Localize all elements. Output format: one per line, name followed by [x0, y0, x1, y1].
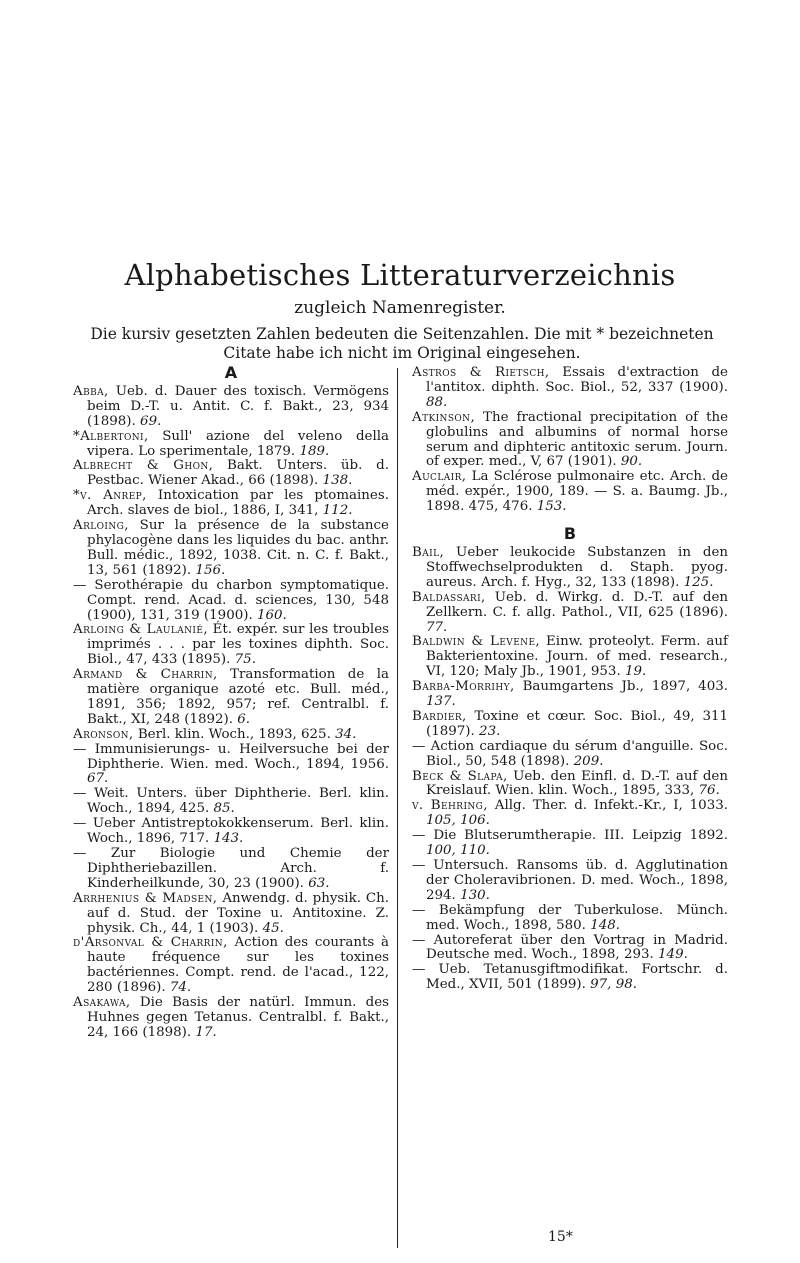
entry-text: Berl. klin. Woch., 1893, 625. — [133, 726, 336, 742]
bibliography-entry — [73, 623, 389, 668]
entry-text: Allg. Ther. d. Infekt.-Kr., I, 1033. — [487, 798, 728, 814]
entry-author: Astros & Rietsch, — [412, 365, 550, 380]
entry-text: Essais d'extraction de l'antitox. diphth. Soc. Biol., 52, 337 (1900). — [426, 365, 728, 395]
bibliography-entry — [412, 710, 728, 740]
entry-author: Bail, — [412, 544, 445, 560]
right-entries-a — [412, 366, 728, 515]
right-entries-b — [412, 546, 728, 993]
entry-page-ref: 149. — [658, 947, 688, 963]
entry-page-ref: 137. — [426, 694, 456, 710]
entry-page-ref: 105, 106. — [426, 813, 490, 829]
entry-text: La Sclérose pulmonaire etc. Arch. de méd. expér., 1900, 189. — S. a. Baumg. Jb., 1898. 475, 476. — [426, 469, 728, 515]
entry-page-ref: 130. — [460, 887, 490, 903]
entry-page-ref: 88. — [426, 394, 448, 410]
entry-page-ref: 75. — [234, 652, 256, 668]
entry-page-ref: 63. — [308, 875, 330, 891]
entry-page-ref: 160. — [256, 607, 287, 623]
entry-page-ref: 112. — [322, 503, 353, 519]
entry-author: Atkinson, — [412, 409, 476, 425]
entry-text: Intoxication par les ptomaines. Arch. slaves de biol., 1886, I, 341, — [87, 488, 389, 519]
entry-text: Ueber leukocide Substanzen in den Stoffwechselprodukten d. Staph. pyog. aureus. Arch. f. Hyg., 32, 133 (1898). — [426, 544, 728, 590]
entry-text: — Action cardiaque du sérum d'anguille. Soc. Biol., 50, 548 (1898). — [412, 738, 728, 769]
entry-author: Barba-Morrihy, — [412, 679, 515, 695]
entry-author: Auclair, — [412, 469, 467, 485]
entry-page-ref: 148. — [590, 917, 621, 933]
bibliography-entry — [73, 996, 389, 1041]
entry-page-ref: 189. — [299, 443, 330, 459]
bibliography-entry — [412, 799, 728, 829]
bibliography-entry — [412, 740, 728, 770]
entry-page-ref: 125. — [683, 574, 714, 590]
bibliography-entry — [412, 829, 728, 859]
entry-author: Arloing & Laulanié, — [73, 622, 208, 638]
entry-text: Einw. proteolyt. Ferm. auf Bakterientoxine. Journ. of med. research., VI, 120; Maly Jb., 1901, 953. — [426, 634, 728, 680]
bibliography-entry — [412, 635, 728, 680]
entry-author: Bardier, — [412, 708, 467, 724]
entry-text: Action des courants à haute fréquence sur les toxines bactériennes. Compt. rend. de l'acad., 122, 280 (1896). — [87, 935, 389, 996]
entry-text: Transformation de la matière organique azoté etc. Bull. méd., 1891, 356; 1892, 957; ref. Centralbl. f. Bakt., XI, 248 (1892). — [87, 667, 389, 727]
bibliography-entry — [73, 459, 389, 489]
section-letter-b: B — [563, 524, 577, 544]
bibliography-entry — [412, 680, 728, 710]
entry-text: — Autoreferat über den Vortrag in Madrid. Deutsche med. Woch., 1898, 293. — [412, 932, 728, 963]
entry-page-ref: 85. — [213, 801, 235, 817]
entry-text: Ueb. d. Dauer des toxisch. Vermögens beim D.-T. u. Antit. C. f. Bakt., 23, 934 (1898). — [87, 383, 389, 429]
entry-page-ref: 23. — [479, 723, 501, 739]
entry-text: — Zur Biologie und Chemie der Diphtheriebazillen. Arch. f. Kinderheilkunde, 30, 23 (1900). — [73, 846, 389, 891]
bibliography-entry — [412, 770, 728, 800]
bibliography-entry — [73, 787, 389, 817]
bibliography-entry — [73, 385, 389, 430]
page-title: Alphabetisches Litteraturverzeichnis — [124, 258, 676, 292]
bibliography-entry — [73, 892, 389, 937]
entry-text: — Serothérapie du charbon symptomatique. Compt. rend. Acad. d. sciences, 130, 548 (1900), 131, 319 (1900). — [73, 577, 389, 623]
entry-author: v. Behring, — [412, 798, 488, 814]
note-line-2: Citate habe ich nicht im Original eingesehen. — [223, 344, 581, 362]
entry-page-ref: 67. — [87, 771, 109, 787]
entry-page-ref: 77. — [426, 619, 448, 635]
entry-text: Sur la présence de la substance phylacogène dans les liquides du bac. anthr. Bull. médic., 1892, 1038. Cit. n. C. f. Bakt., 13, 561 (1892). — [87, 518, 389, 578]
entry-page-ref: 138. — [322, 473, 353, 489]
bibliography-entry — [73, 728, 389, 743]
entry-page-ref: 6. — [237, 711, 251, 727]
bibliography-entry — [73, 743, 389, 788]
entry-text: Bakt. Unters. üb. d. Pestbac. Wiener Akad., 66 (1898). — [87, 458, 389, 489]
right-column — [412, 366, 728, 993]
entry-page-ref: 153. — [536, 499, 567, 515]
entry-author: Armand & Charrin, — [73, 667, 218, 683]
entry-page-ref: 90. — [620, 454, 643, 470]
bibliography-entry — [73, 430, 389, 460]
entry-page-ref: 100, 110. — [426, 843, 490, 859]
entry-text: Baumgartens Jb., 1897, 403. — [514, 679, 728, 695]
bibliography-entry — [412, 470, 728, 515]
entry-page-ref: 17. — [195, 1024, 217, 1040]
entry-page-ref: 74. — [169, 980, 192, 996]
bibliography-entry — [412, 366, 728, 411]
entry-author: Arrhenius & Madsen, — [73, 890, 218, 906]
entry-author: Baldassari, — [412, 589, 486, 605]
bibliography-entry — [412, 934, 728, 964]
left-column — [73, 363, 389, 1041]
entry-text: Ueb. den Einfl. d. D.-T. auf den Kreislauf. Wien. klin. Woch., 1895, 333, — [426, 768, 728, 799]
entry-page-ref: 97, 98. — [590, 977, 637, 993]
bibliography-entry — [412, 859, 728, 904]
entry-text: Ét. expér. sur les troubles imprimés . . . par les toxines diphth. Soc. Biol., 47, 433 (1895). — [87, 622, 389, 668]
bibliography-entry — [412, 591, 728, 636]
entry-author: Baldwin & Levene, — [412, 634, 541, 650]
entry-text: Sull' azione del veleno della vipera. Lo sperimentale, 1879. — [87, 428, 389, 459]
entry-author: *v. Anrep, — [73, 488, 147, 504]
bibliography-entry — [73, 817, 389, 847]
bibliography-entry — [412, 963, 728, 993]
section-letter-a: A — [224, 363, 238, 382]
bibliography-entry — [73, 668, 389, 728]
entry-text: — Ueber Antistreptokokkenserum. Berl. klin. Woch., 1896, 717. — [73, 816, 389, 847]
entry-text: — Die Blutserumtherapie. III. Leipzig 1892. — [412, 828, 728, 844]
entry-text: Anwendg. d. physik. Ch. auf d. Stud. der Toxine u. Antitoxine. Z. physik. Ch., 44, 1 (1903). — [87, 890, 389, 936]
signature-mark: 15* — [548, 1229, 573, 1245]
note-line-1: Die kursiv gesetzten Zahlen bedeuten die Seitenzahlen. Die mit * bezeichneten — [90, 325, 714, 343]
entry-text: — Weit. Unters. über Diphtherie. Berl. klin. Woch., 1894, 425. — [73, 786, 389, 817]
entry-author: Abba, — [73, 383, 109, 399]
page-subtitle: zugleich Namenregister. — [294, 298, 506, 318]
entry-page-ref: 209. — [573, 753, 604, 769]
bibliography-entry — [73, 489, 389, 519]
entry-author: Asakawa, — [73, 995, 131, 1011]
entry-author: *Albertoni, — [73, 428, 149, 444]
entry-text: — Immunisierungs- u. Heilversuche bei der Diphtherie. Wien. med. Woch., 1894, 1956. — [73, 741, 389, 772]
explanatory-note — [72, 325, 732, 363]
entry-author: d'Arsonval & Charrin, — [73, 935, 228, 951]
entry-author: Albrecht & Ghon, — [73, 458, 214, 474]
entry-page-ref: 45. — [262, 920, 284, 936]
entry-text: The fractional precipitation of the globulins and albumins of normal horse serum and diphteric antitoxic serum. Journ. of exper. med., V, 67 (1901). — [426, 409, 728, 470]
entry-page-ref: 34. — [335, 726, 357, 742]
entry-text: Ueb. d. Wirkg. d. D.-T. auf den Zellkern. C. f. allg. Pathol., VII, 625 (1896). — [426, 589, 728, 620]
left-entries — [73, 385, 389, 1041]
bibliography-entry — [73, 936, 389, 996]
entry-text: — Untersuch. Ransoms üb. d. Agglutination der Choleravibrionen. D. med. Woch., 1898, 294. — [412, 858, 728, 903]
entry-page-ref: 19. — [624, 664, 647, 680]
entry-text: — Ueb. Tetanusgiftmodifikat. Fortschr. d. Med., XVII, 501 (1899). — [412, 962, 728, 993]
bibliography-entry — [412, 904, 728, 934]
entry-page-ref: 76. — [698, 783, 720, 799]
entry-author: Aronson, — [73, 726, 134, 742]
entry-page-ref: 156. — [195, 562, 226, 578]
bibliography-entry — [73, 519, 389, 579]
entry-text: Die Basis der natürl. Immun. des Huhnes gegen Tetanus. Centralbl. f. Bakt., 24, 166 (1898). — [87, 995, 389, 1040]
column-divider — [397, 368, 398, 1248]
bibliography-entry — [412, 411, 728, 471]
bibliography-entry — [73, 847, 389, 892]
bibliography-entry — [73, 579, 389, 624]
entry-text: Toxine et cœur. Soc. Biol., 49, 311 (1897). — [426, 708, 728, 739]
bibliography-entry — [412, 546, 728, 591]
entry-page-ref: 143. — [213, 831, 244, 847]
entry-author: Beck & Slapa, — [412, 768, 508, 784]
entry-page-ref: 69. — [140, 413, 162, 429]
entry-author: Arloing, — [73, 518, 129, 534]
entry-text: — Bekämpfung der Tuberkulose. Münch. med. Woch., 1898, 580. — [412, 902, 728, 933]
